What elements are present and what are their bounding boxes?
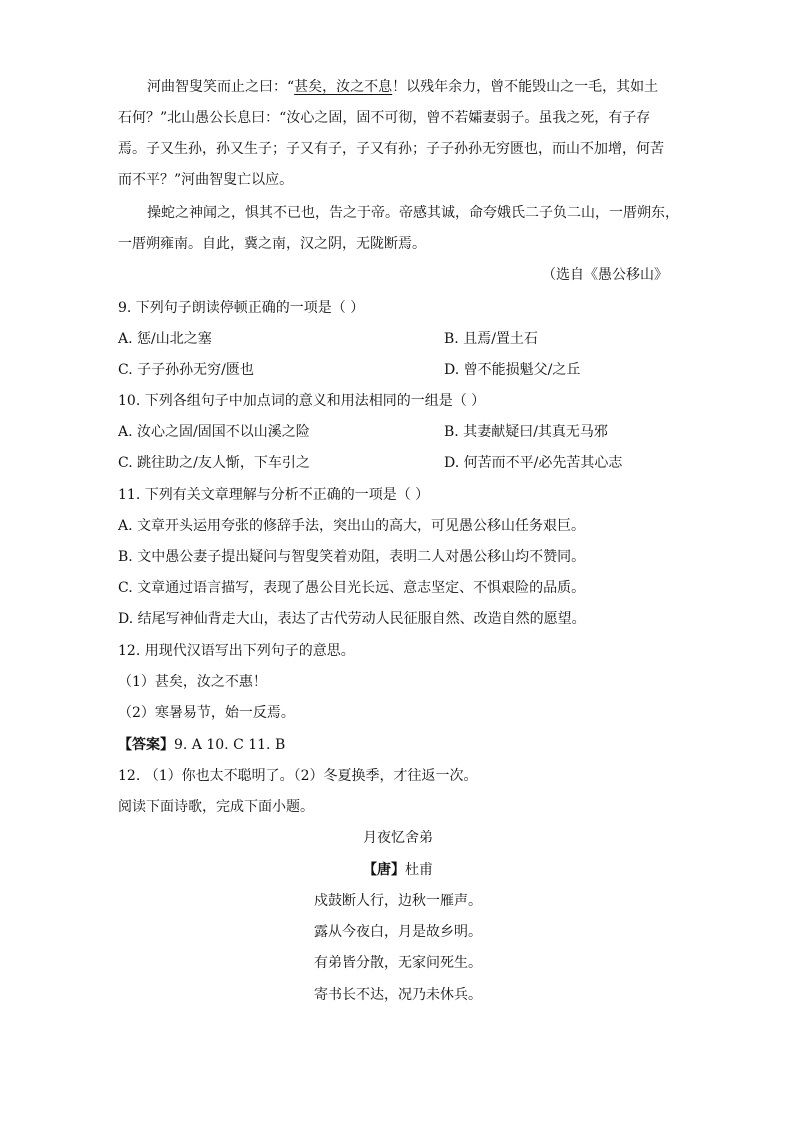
passage-source: （选自《愚公移山》 (542, 267, 668, 283)
q10-option-c: C. 跳往助之/友人惭，下车引之 (118, 455, 310, 471)
q9-option-d: D. 曾不能损魁父/之丘 (444, 362, 581, 378)
answer-text: 9. A 10. C 11. B (174, 737, 286, 753)
q12-sentence-1: （1）甚矣，汝之不惠！ (118, 674, 267, 690)
answer-label: 【答案】 (118, 737, 174, 753)
passage-line: 而不平？”河曲智叟亡以应。 (118, 172, 294, 188)
question-10-stem: 10. 下列各组句子中加点词的意义和用法相同的一组是（ ） (118, 393, 486, 409)
poem-byline (118, 860, 678, 880)
q11-option-d: D. 结尾写神仙背走大山，表达了古代劳动人民征服自然、改造自然的愿望。 (118, 611, 586, 627)
q11-option-b: B. 文中愚公妻子提出疑问与智叟笑着劝阻，表明二人对愚公移山均不赞同。 (118, 549, 586, 565)
poem-author: 杜甫 (405, 862, 433, 878)
poem-title: 月夜忆舍弟 (363, 830, 433, 846)
passage-line: 一厝朔雍南。自此，冀之南，汉之阴，无陇断焉。 (118, 236, 426, 252)
q10-option-a: A. 汝心之固/固国不以山溪之险 (118, 424, 310, 440)
question-9-stem: 9. 下列句子朗读停顿正确的一项是（ ） (118, 300, 365, 316)
passage-line: 焉。子又生孙，孙又生子；子又有子，子又有孙；子子孙孙无穷匮也，而山不加增，何苦 (118, 141, 664, 157)
q12-sentence-2: （2）寒暑易节，始一反焉。 (118, 705, 295, 721)
poem-dynasty: 【唐】 (363, 862, 405, 878)
answer-line (118, 735, 678, 755)
poem-line: 有弟皆分散，无家问死生。 (314, 955, 482, 971)
q9-option-a: A. 惩/山北之塞 (118, 331, 212, 347)
poem-line: 戍鼓断人行，边秋一雁声。 (314, 893, 482, 909)
q9-option-b: B. 且焉/置土石 (444, 331, 538, 347)
passage-text: ！以残年余力，曾不能毁山之一毛，其如土 (392, 79, 659, 95)
passage-text: 河曲智叟笑而止之曰：“ (147, 79, 295, 95)
poem-intro: 阅读下面诗歌，完成下面小题。 (118, 799, 314, 815)
passage-line (147, 77, 687, 97)
answer-q12: 12. （1）你也太不聪明了。（2）冬夏换季，才往返一次。 (118, 768, 478, 784)
q10-option-d: D. 何苦而不平/必先苦其心志 (444, 455, 623, 471)
poem-line: 寄书长不达，况乃未休兵。 (314, 987, 482, 1003)
q10-option-b: B. 其妻献疑曰/其真无马邪 (444, 424, 608, 440)
question-11-stem: 11. 下列有关文章理解与分析不正确的一项是（ ） (118, 487, 430, 503)
underlined-sentence: 甚矣，汝之不息 (294, 79, 393, 95)
passage-line: 操蛇之神闻之，惧其不已也，告之于帝。帝感其诚，命夸娥氏二子负二山，一厝朔东， (147, 205, 679, 221)
q11-option-a: A. 文章开头运用夸张的修辞手法，突出山的高大，可见愚公移山任务艰巨。 (118, 518, 586, 534)
poem-line: 露从今夜白，月是故乡明。 (314, 924, 482, 940)
passage-line: 石何？”北山愚公长息曰：“汝心之固，固不可彻，曾不若孀妻弱子。虽我之死，有子存 (118, 110, 651, 126)
question-12-stem: 12. 用现代汉语写出下列句子的意思。 (118, 643, 355, 659)
q11-option-c: C. 文章通过语言描写，表现了愚公目光长远、意志坚定、不惧艰险的品质。 (118, 580, 586, 596)
q9-option-c: C. 子子孙孙无穷/匮也 (118, 362, 254, 378)
